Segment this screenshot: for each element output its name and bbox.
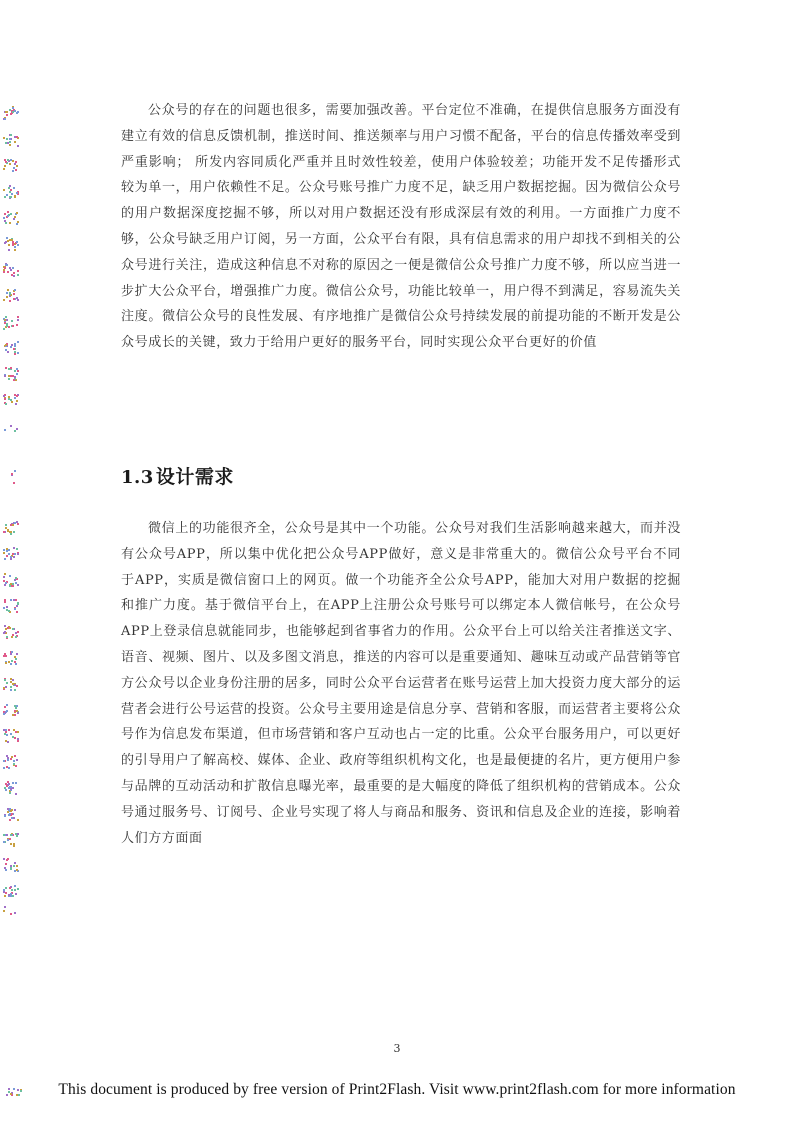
margin-artifact [3,341,19,355]
margin-artifact [3,106,19,120]
footer-notice: This document is produced by free version of Print2Flash. Visit www.print2flash.com for more information [58,1081,736,1098]
margin-artifact [3,185,19,199]
margin-artifact [3,470,19,484]
margin-artifact [3,211,19,225]
margin-artifact [3,781,19,795]
margin-artifact [3,573,19,587]
margin-artifact [3,237,19,251]
margin-artifact [3,703,19,717]
margin-artifact [3,316,19,330]
section-heading [121,462,234,489]
footer-margin-artifact [4,1088,22,1096]
margin-artifact [3,858,19,872]
margin-artifact [3,625,19,639]
margin-artifact [3,420,19,434]
margin-artifact [3,755,19,769]
margin-artifact [3,521,19,535]
margin-artifact [3,729,19,743]
margin-artifact [3,599,19,613]
margin-artifact [3,906,19,920]
margin-artifact [3,263,19,277]
margin-artifact [3,367,19,381]
margin-artifact [3,677,19,691]
section-title: 设计需求 [155,466,234,488]
body-paragraph-2: 微信上的功能很齐全，公众号是其中一个功能。公众号对我们生活影响越来越大，而并没有公众号APP，所以集中优化把公众号APP做好，意义是非常重大的。微信公众号平台不同于APP，实质是微信窗口上的网页。做一个功能齐全公众号APP，能加大对用户数据的挖掘和推广力度。基于微信平台上，在APP上注册公众号账号可以绑定本人微信帐号，在公众号APP上登录信息就能同步，也能够起到省事省力的作用。公众平台上可以给关注者推送文字、语音、视频、图片、以及多图文消息，推送的内容可以是重要通知、趣味互动或产品营销等官方公众号以企业身份注册的居多，同时公众平台运营者在账号运营上加大投资力度大部分的运营者会进行公号运营的投资。公众号主要用途是信息分享、营销和客服，而运营者主要将公众号作为信息发布渠道，但市场营销和客户互动也占一定的比重。公众平台服务用户，可以更好的引导用户了解高校、媒体、企业、政府等组织机构文化，也是最便捷的名片，更方便用户参与品牌的互动活动和扩散信息曝光率，最重要的是大幅度的降低了组织机构的营销成本。公众号通过服务号、订阅号、企业号实现了将人与商品和服务、资讯和信息及企业的连接，影响着人们方方面面 [121,521,681,846]
margin-artifact [3,807,19,821]
margin-artifact [3,159,19,173]
margin-artifact [3,833,19,847]
margin-artifact [3,885,19,899]
margin-artifact [3,547,19,561]
margin-artifact [3,651,19,665]
page-number: 3 [393,1042,401,1055]
margin-artifact [3,289,19,303]
margin-artifact [3,393,19,407]
margin-artifact [3,133,19,147]
section-number: 1.3 [121,467,154,488]
body-paragraph-1: 公众号的存在的问题也很多，需要加强改善。平台定位不准确，在提供信息服务方面没有建立有效的信息反馈机制，推送时间、推送频率与用户习惯不配备，平台的信息传播效率受到严重影响； 所发内容同质化严重并且时效性较差，使用户体验较差；功能开发不足传播形式较为单一，用户依赖性不足。公众号账号推广力度不足，缺乏用户数据挖掘。因为微信公众号的用户数据深度挖掘不够，所以对用户数据还没有形成深层有效的利用。一方面推广力度不够，公众号缺乏用户订阅，另一方面，公众平台有限，具有信息需求的用户却找不到相关的公众号进行关注，造成这种信息不对称的原因之一便是微信公众号推广力度不够，所以应当进一步扩大公众平台，增强推广力度。微信公众号，功能比较单一，用户得不到满足，容易流失关注度。微信公众号的良性发展、有序地推广是微信公众号持续发展的前提功能的不断开发是公众号成长的关键，致力于给用户更好的服务平台，同时实现公众平台更好的价值 [121,103,681,351]
